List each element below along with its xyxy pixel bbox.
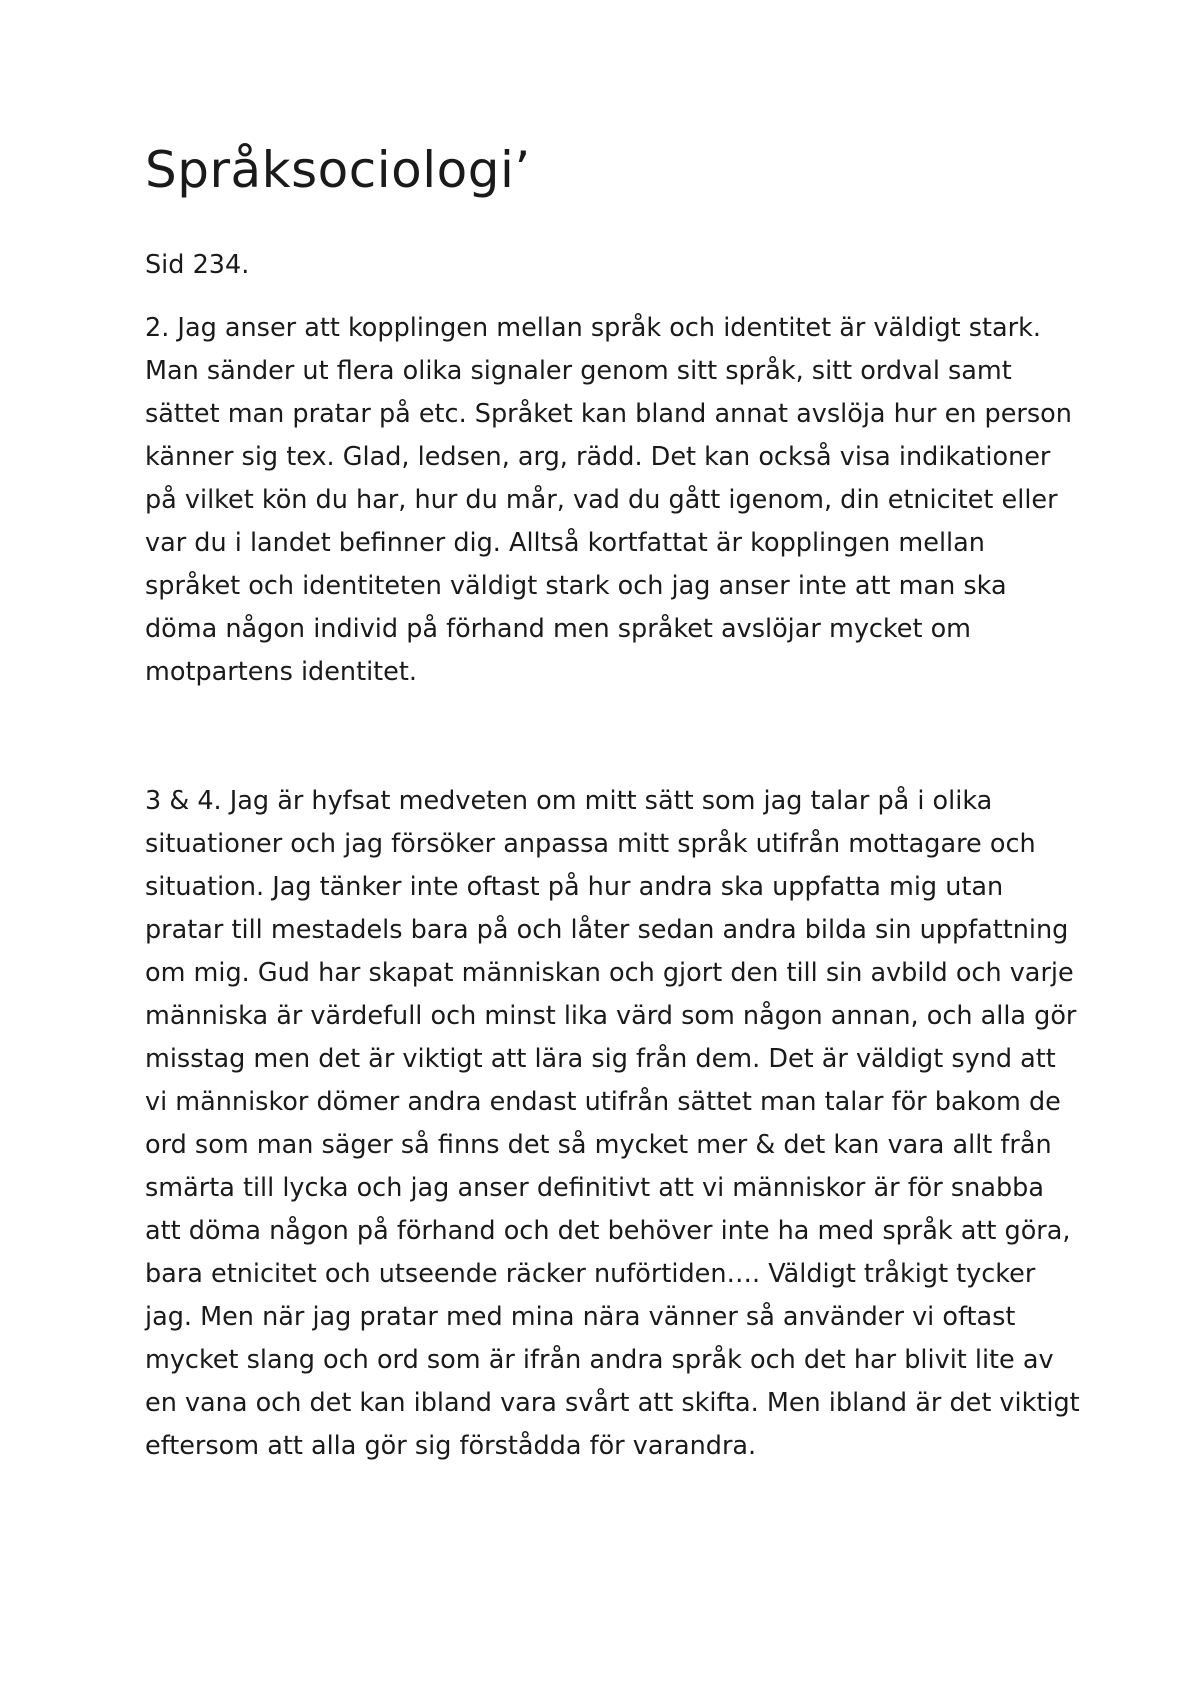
document-body: [145, 138, 1085, 1468]
page-reference: Sid 234.: [145, 250, 250, 280]
answer-paragraph-2: 2. Jag anser att kopplingen mellan språk och identitet är väldigt stark. Man sänder ut flera olika signaler genom sitt språk, sitt ordval samt sättet man pratar på etc. Språket kan bland annat avslöja hur en person känner sig tex. Glad, ledsen, arg, rädd. Det kan också visa indikationer på vilket kön du har, hur du mår, vad du gått igenom, din etnicitet eller var du i landet befinner dig. Alltså kortfattat är kopplingen mellan språket och identiteten väldigt stark och jag anser inte att man ska döma någon individ på förhand men språket avslöjar mycket om motpartens identitet.: [145, 313, 1072, 687]
document-title: Språksociologi’: [145, 141, 531, 199]
answer-paragraph-3-4: 3 & 4. Jag är hyfsat medveten om mitt sätt som jag talar på i olika situationer och jag försöker anpassa mitt språk utifrån mottagare och situation. Jag tänker inte oftast på hur andra ska uppfatta mig utan pratar till mestadels bara på och låter sedan andra bilda sin uppfattning om mig. Gud har skapat människan och gjort den till sin avbild och varje människa är värdefull och minst lika värd som någon annan, och alla gör misstag men det är viktigt att lära sig från dem. Det är väldigt synd att vi människor dömer andra endast utifrån sättet man talar för bakom de ord som man säger så finns det så mycket mer & det kan vara allt från smärta till lycka och jag anser definitivt att vi människor är för snabba att döma någon på förhand och det behöver inte ha med språk att göra, bara etnicitet och utseende räcker nuförtiden…. Väldigt tråkigt tycker jag. Men när jag pratar med mina nära vänner så använder vi oftast mycket slang och ord som är ifrån andra språk och det har blivit lite av en vana och det kan ibland vara svårt att skifta. Men ibland är det viktigt eftersom att alla gör sig förstådda för varandra.: [145, 786, 1080, 1461]
